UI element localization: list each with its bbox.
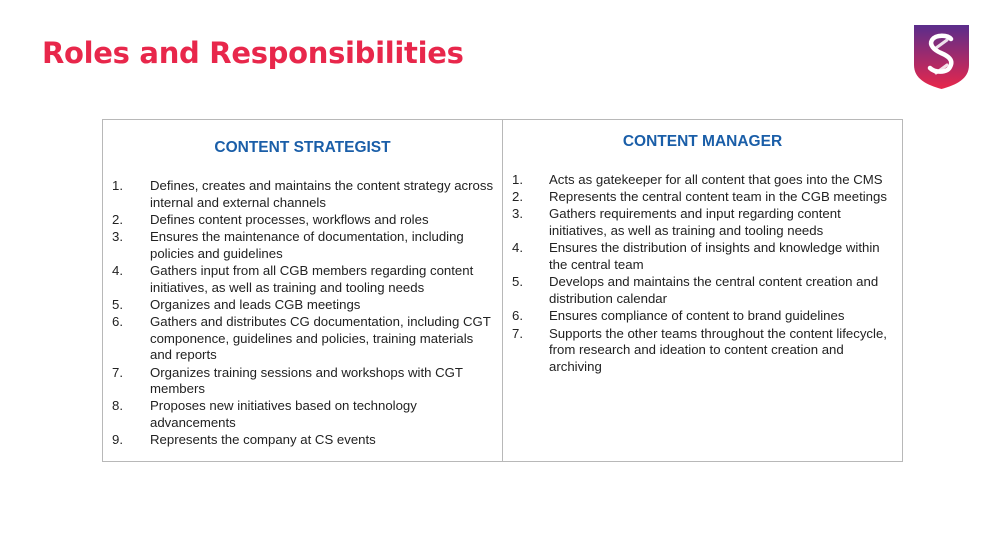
brand-s-logo-icon <box>914 25 969 89</box>
list-item <box>103 314 501 364</box>
list-item <box>103 432 501 449</box>
list-item <box>503 308 901 325</box>
responsibility-list <box>103 178 501 449</box>
responsibility-list <box>503 172 901 376</box>
list-item <box>103 365 501 399</box>
item-number: 6. <box>112 313 123 329</box>
list-item <box>103 263 501 297</box>
column-heading: CONTENT MANAGER <box>622 133 783 150</box>
list-item <box>503 189 901 206</box>
item-text: Ensures the distribution of insights and knowledge within the central team <box>549 240 880 273</box>
list-item <box>103 212 501 229</box>
item-number: 6. <box>512 308 523 324</box>
content-strategist-column <box>103 120 503 461</box>
item-number: 2. <box>112 211 123 227</box>
item-text: Organizes training sessions and workshops with CGT members <box>150 364 463 397</box>
item-text: Acts as gatekeeper for all content that goes into the CMS <box>549 172 883 187</box>
item-number: 5. <box>512 274 523 290</box>
list-item <box>503 240 901 274</box>
item-text: Ensures compliance of content to brand guidelines <box>549 308 845 324</box>
item-text: Proposes new initiatives based on technology advancements <box>150 398 417 431</box>
item-text: Represents the central content team in the CGB meetings <box>549 189 887 205</box>
item-text: Develops and maintains the central content creation and distribution calendar <box>549 274 879 307</box>
item-number: 1. <box>512 172 523 187</box>
item-text: Gathers and distributes CG documentation, including CGT componence, guidelines and policies, training materials and reports <box>150 313 491 363</box>
item-text: Defines, creates and maintains the content strategy across internal and external channels <box>150 178 494 210</box>
item-number: 3. <box>512 206 523 222</box>
list-item <box>503 274 901 308</box>
list-item <box>103 297 501 314</box>
item-text: Gathers requirements and input regarding content initiatives, as well as training and tooling needs <box>549 206 841 239</box>
item-number: 7. <box>512 325 523 341</box>
column-heading: CONTENT STRATEGIST <box>214 139 391 156</box>
list-item <box>103 178 501 212</box>
item-text: Gathers input from all CGB members regarding content initiatives, as well as training and tooling needs <box>150 262 474 295</box>
list-item <box>503 206 901 240</box>
item-text: Supports the other teams throughout the content lifecycle, from research and ideation to content creation and archiving <box>549 325 887 375</box>
item-number: 3. <box>112 228 123 244</box>
item-number: 4. <box>112 262 123 278</box>
roles-table <box>102 119 903 462</box>
list-item <box>103 398 501 432</box>
content-manager-column <box>503 120 902 461</box>
list-item <box>503 172 901 189</box>
list-item <box>103 229 501 263</box>
slide-title: Roles and Responsibilities <box>42 36 464 70</box>
item-number: 4. <box>512 240 523 256</box>
list-item <box>503 326 901 376</box>
item-text: Ensures the maintenance of documentation, including policies and guidelines <box>150 228 464 261</box>
item-number: 8. <box>112 398 123 414</box>
item-number: 5. <box>112 296 123 312</box>
item-number: 9. <box>112 432 123 448</box>
item-text: Organizes and leads CGB meetings <box>150 296 361 312</box>
item-number: 1. <box>112 178 123 193</box>
item-number: 2. <box>512 189 523 205</box>
item-number: 7. <box>112 364 123 380</box>
item-text: Represents the company at CS events <box>150 432 376 448</box>
item-text: Defines content processes, workflows and roles <box>150 211 429 227</box>
